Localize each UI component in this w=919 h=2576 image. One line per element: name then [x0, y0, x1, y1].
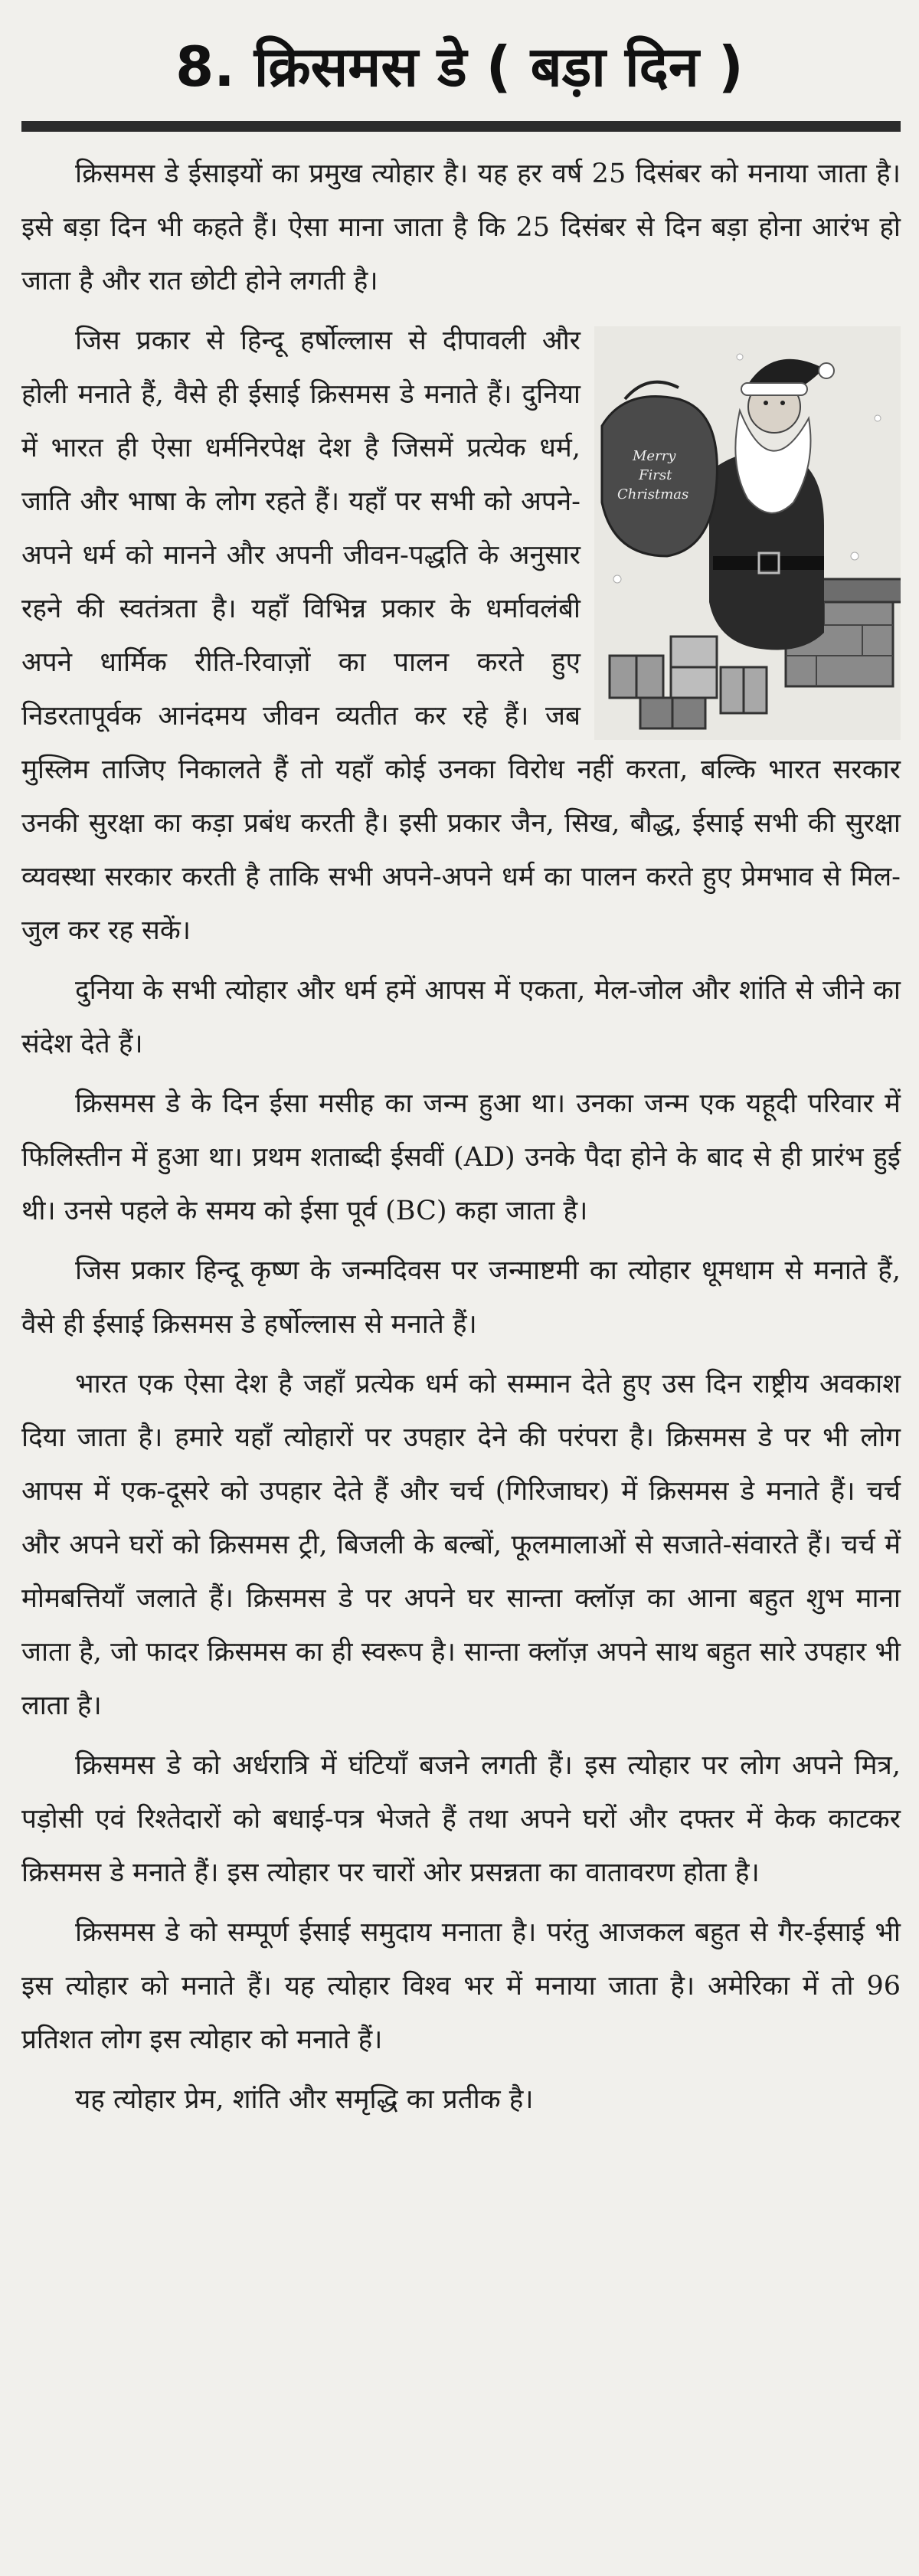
paragraph-5: जिस प्रकार हिन्दू कृष्ण के जन्मदिवस पर जन्माष्टमी का त्योहार धूमधाम से मनाते हैं, वैसे ही ईसाई क्रिसमस डे हर्षोल्लास से मनाते हैं। — [21, 1255, 901, 1340]
paragraph-7: क्रिसमस डे को अर्धरात्रि में घंटियाँ बजने लगती हैं। इस त्योहार पर लोग अपने मित्र, पड़ोसी एवं रिश्तेदारों को बधाई-पत्र भेजते हैं तथा अपने घरों और दफ्तर में केक काटकर क्रिसमस डे मनाते हैं। इस त्योहार पर चारों ओर प्रसन्नता का वातावरण होता है। — [21, 1750, 901, 1888]
paragraph-1: क्रिसमस डे ईसाइयों का प्रमुख त्योहार है। यह हर वर्ष 25 दिसंबर को मनाया जाता है। इसे बड़ा दिन भी कहते हैं। ऐसा माना जाता है कि 25 दिसंबर से दिन बड़ा होना आरंभ हो जाता है और रात छोटी होने लगती है। — [21, 159, 901, 296]
sack-text-2: First — [639, 467, 672, 483]
paragraph-2: जिस प्रकार से हिन्दू हर्षोल्लास से दीपावली और होली मनाते हैं, वैसे ही ईसाई क्रिसमस डे मनाते हैं। दुनिया में भारत ही ऐसा धर्मनिरपेक्ष देश है जिसमें प्रत्येक धर्म, जाति और भाषा के लोग रहते हैं। यहाँ पर सभी को अपने-अपने धर्म को मानने और अपनी जीवन-पद्धति के अनुसार रहने की स्वतंत्रता है। यहाँ विभिन्न प्रकार के धर्मावलंबी अपने धार्मिक रीति-रिवाज़ों का पालन करते हुए निडरतापूर्वक आनंदमय जीवन व्यतीत कर रहे हैं। जब मुस्लिम ताजिए निकालते हैं तो यहाँ कोई उनका विरोध नहीं करता, बल्कि भारत सरकार उनकी सुरक्षा का कड़ा प्रबंध करती है। इसी प्रकार जैन, सिख, बौद्ध, ईसाई सभी की सुरक्षा व्यवस्था सरकार करती है ताकि सभी अपने-अपने धर्म का पालन करते हुए प्रेमभाव से मिल-जुल कर रह सकें। — [21, 326, 901, 946]
page-title: 8. क्रिसमस डे ( बड़ा दिन ) — [175, 34, 744, 99]
paragraph-3: दुनिया के सभी त्योहार और धर्म हमें आपस में एकता, मेल-जोल और शांति से जीने का संदेश देते हैं। — [21, 975, 901, 1059]
paragraph-9: यह त्योहार प्रेम, शांति और समृद्धि का प्रतीक है। — [75, 2084, 534, 2115]
paragraph-4: क्रिसमस डे के दिन ईसा मसीह का जन्म हुआ था। उनका जन्म एक यहूदी परिवार में फिलिस्तीन में हुआ था। प्रथम शताब्दी ईसवीं (AD) उनके पैदा होने के बाद से ही प्रारंभ हुई थी। उनसे पहले के समय को ईसा पूर्व (BC) कहा जाता है। — [21, 1088, 901, 1226]
essay-body — [21, 147, 901, 2132]
paragraph-6: भारत एक ऐसा देश है जहाँ प्रत्येक धर्म को सम्मान देते हुए उस दिन राष्ट्रीय अवकाश दिया जाता है। हमारे यहाँ त्योहारों पर उपहार देने की परंपरा है। क्रिसमस डे पर भी लोग आपस में एक-दूसरे को उपहार देते हैं और चर्च (गिरिजाघर) में क्रिसमस डे मनाते हैं। चर्च और अपने घरों को क्रिसमस ट्री, बिजली के बल्बों, फूलमालाओं से सजाते-संवारते हैं। चर्च में मोमबत्तियाँ जलाते हैं। क्रिसमस डे पर अपने घर सान्ता क्लॉज़ का आना बहुत शुभ माना जाता है, जो फादर क्रिसमस का ही स्वरूप है। सान्ता क्लॉज़ अपने साथ बहुत सारे उपहार भी लाता है। — [21, 1369, 901, 1721]
paragraph-8: क्रिसमस डे को सम्पूर्ण ईसाई समुदाय मनाता है। परंतु आजकल बहुत से गैर-ईसाई भी इस त्योहार को मनाते हैं। यह त्योहार विश्व भर में मनाया जाता है। अमेरिका में तो 96 प्रतिशत लोग इस त्योहार को मनाते हैं। — [21, 1917, 901, 2055]
sack-text-1: Merry — [633, 448, 676, 464]
title-divider — [21, 121, 901, 132]
sack-text-3: Christmas — [617, 486, 689, 502]
santa-claus-illustration — [594, 326, 901, 740]
